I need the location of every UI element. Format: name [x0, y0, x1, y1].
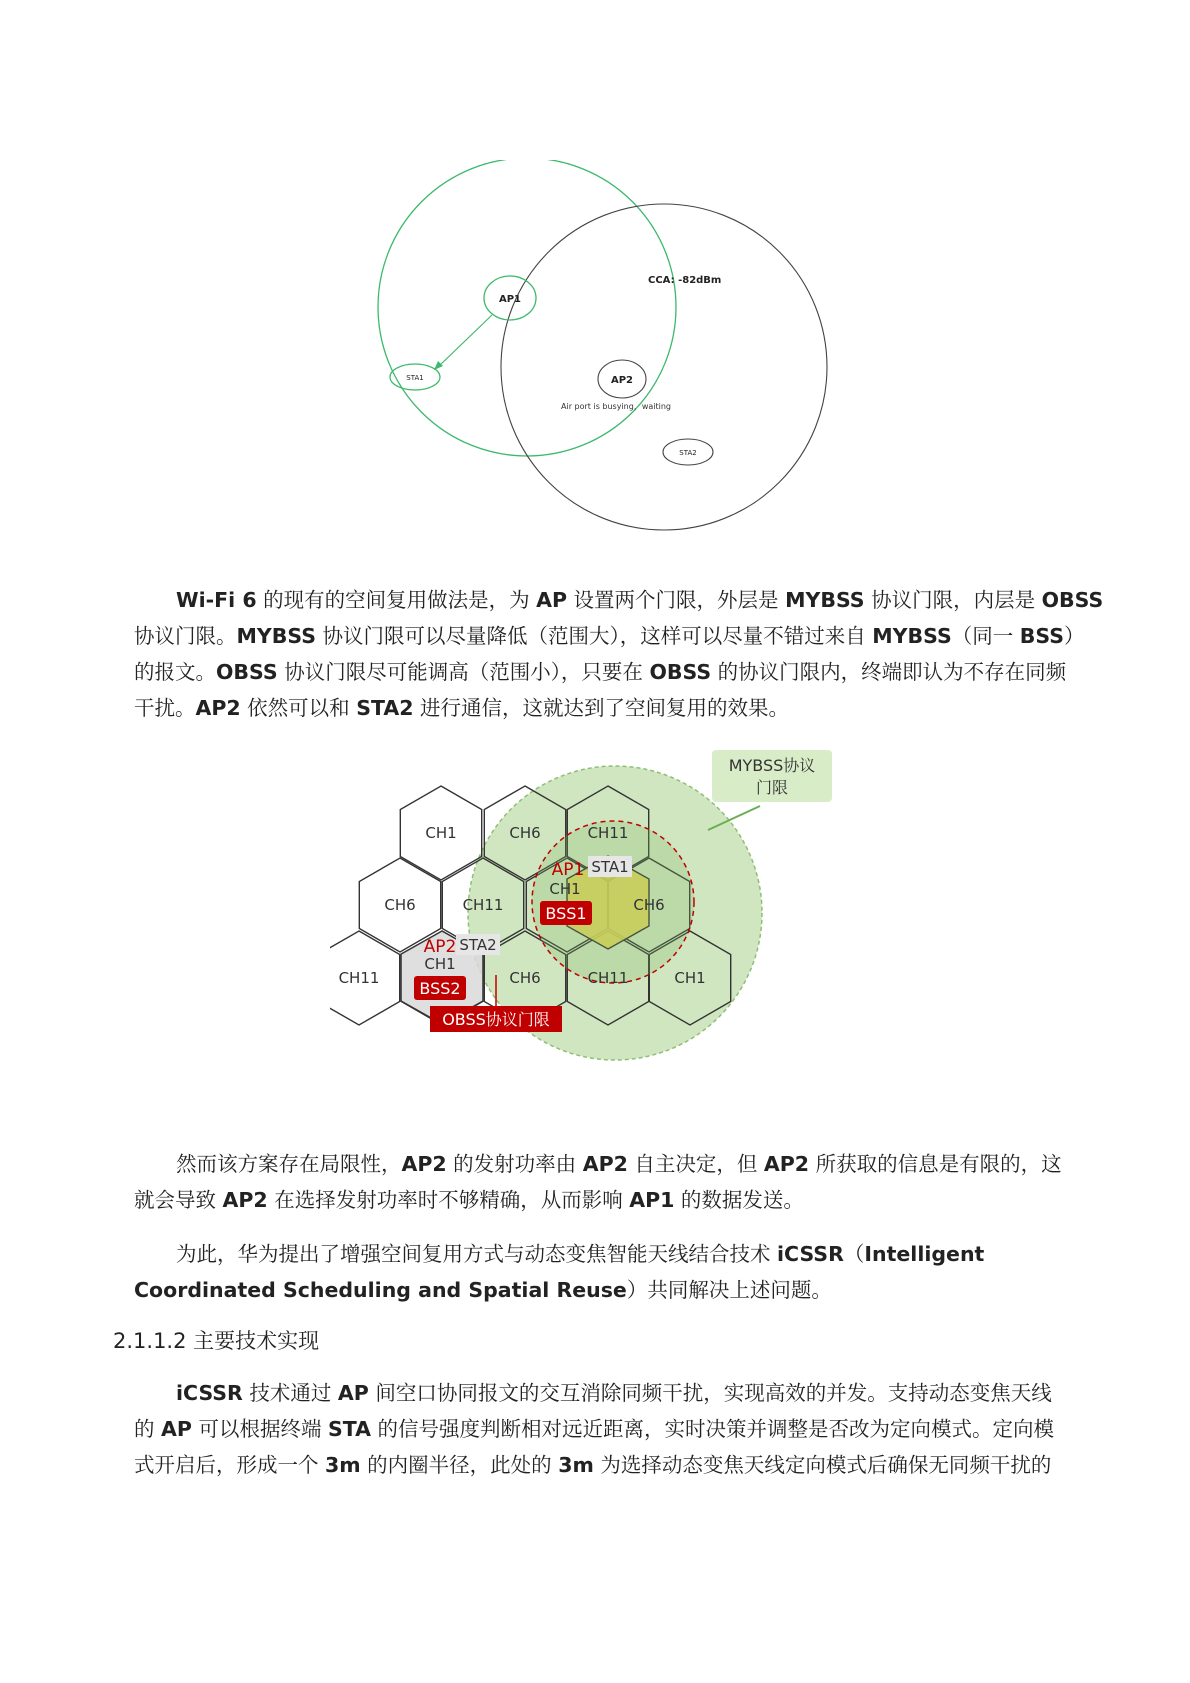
hex-channel-label: CH1 — [674, 969, 706, 987]
ap1-label: AP1 — [498, 294, 522, 305]
bss2-label: BSS2 — [419, 979, 461, 998]
ap1-channel: CH1 — [549, 880, 581, 898]
hex-channel-label: CH6 — [633, 896, 665, 914]
hex-channel-label: CH6 — [509, 969, 541, 987]
ap2-label: AP2 — [423, 937, 457, 957]
ap2-status: Air port is busying，waiting — [561, 402, 671, 411]
section-heading: 2.1.1.2 主要技术实现 — [113, 1329, 320, 1353]
sta1-label: STA1 — [406, 374, 424, 382]
cca-range-diagram — [370, 160, 870, 575]
ap1-to-sta1-arrow — [438, 315, 492, 367]
sta1-label: STA1 — [591, 858, 629, 876]
ap2-label: AP2 — [610, 375, 634, 386]
arrow-head — [434, 361, 443, 370]
cca-label: CCA: -82dBm — [648, 275, 722, 286]
paragraph-icssr-implementation: iCSSR 技术通过 AP 间空口协同报文的交互消除同频干扰，实现高效的并发。支持动态变焦天线 的 AP 可以根据终端 STA 的信号强度判断相对远近距离，实时决策并调整是否改为定向模式。定向模 式开启后，形成一个 3m 的内圈半径，此处的 3m 为选择动态变焦天线定向模式后确保无同频干扰的 — [134, 1381, 1055, 1477]
mybss-callout-line1: MYBSS协议 — [728, 756, 816, 775]
hex-channel-label: CH11 — [462, 896, 504, 914]
mybss-callout-line2: 门限 — [755, 778, 789, 797]
ap1-label: AP1 — [551, 860, 585, 880]
paragraph-limitation: 然而该方案存在局限性，AP2 的发射功率由 AP2 自主决定，但 AP2 所获取的信息是有限的，这 就会导致 AP2 在选择发射功率时不够精确，从而影响 AP1 的数据发送。 — [134, 1152, 1062, 1212]
hex-channel-diagram — [330, 738, 900, 1088]
hex-channel-label: CH11 — [587, 824, 629, 842]
hex-channel-label: CH6 — [384, 896, 416, 914]
hex-channel-label: CH11 — [338, 969, 380, 987]
obss-callout-label: OBSS协议门限 — [442, 1010, 550, 1029]
paragraph-spatial-reuse: Wi-Fi 6 的现有的空间复用做法是，为 AP 设置两个门限，外层是 MYBSS 协议门限，内层是 OBSS 协议门限。MYBSS 协议门限可以尽量降低（范围大），这样可以尽量不错过来自 MYBSS（同一 BSS） 的报文。OBSS 协议门限尽可能调高（范围小），只要在 OBSS 的协议门限内，终端即认为不存在同频 干扰。AP2 依然可以和 STA2 进行通信，这就达到了空间复用的效果。 — [134, 588, 1104, 720]
ap2-channel: CH1 — [424, 955, 456, 973]
hex-channel-label: CH11 — [587, 969, 629, 987]
hex-channel-label: CH1 — [425, 824, 457, 842]
sta2-label: STA2 — [459, 936, 497, 954]
bss1-label: BSS1 — [545, 904, 587, 923]
ap1-range-circle — [378, 160, 676, 456]
sta2-label: STA2 — [679, 449, 697, 457]
paragraph-icssr-intro: 为此，华为提出了增强空间复用方式与动态变焦智能天线结合技术 iCSSR（Intelligent Coordinated Scheduling and Spatial Reuse）共同解决上述问题。 — [134, 1242, 985, 1302]
hex-channel-label: CH6 — [509, 824, 541, 842]
